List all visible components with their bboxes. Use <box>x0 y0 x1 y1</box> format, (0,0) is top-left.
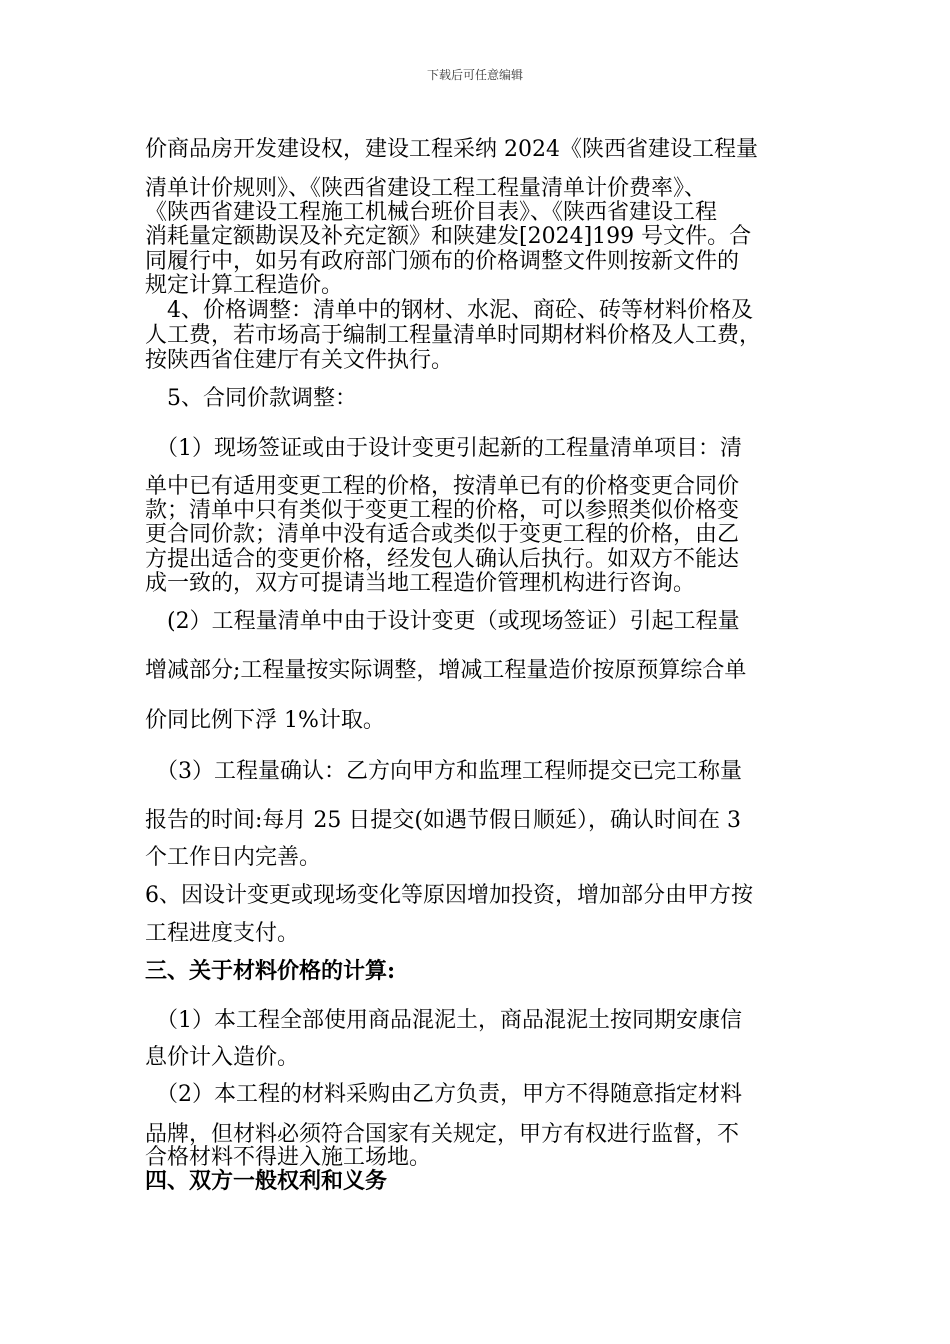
text-line: 款；清单中只有类似于变更工程的价格，可以参照类似价格变 <box>145 498 740 523</box>
text-line: 更合同价款；清单中没有适合或类似于变更工程的价格，由乙 <box>145 522 740 547</box>
text-line: （3）工程量确认：乙方向甲方和监理工程师提交已完工称量 <box>145 759 742 784</box>
text-line: 工程进度支付。 <box>145 921 300 946</box>
text-line: 清单计价规则》、《陕西省建设工程工程量清单计价费率》、 <box>145 176 707 201</box>
text-line: 报告的时间:每月 25 日提交(如遇节假日顺延），确认时间在 3 <box>145 808 741 833</box>
text-line: 价同比例下浮 1%计取。 <box>145 708 385 733</box>
text-line: 方提出适合的变更价格，经发包人确认后执行。如双方不能达 <box>145 547 740 572</box>
text-line: 同履行中，如另有政府部门颁布的价格调整文件则按新文件的 <box>145 249 740 274</box>
text-line: 合格材料不得进入施工场地。 <box>145 1145 432 1170</box>
text-line: 人工费，若市场高于编制工程量清单时同期材料价格及人工费， <box>145 323 762 348</box>
section-heading-3: 三、关于材料价格的计算: <box>145 958 396 984</box>
text-line: 增减部分;工程量按实际调整，增减工程量造价按原预算综合单 <box>145 658 747 683</box>
text-line: （1）现场签证或由于设计变更引起新的工程量清单项目：清 <box>145 436 742 461</box>
page-header: 下载后可任意编辑 <box>426 68 523 82</box>
text-line: 个工作日内完善。 <box>145 845 322 870</box>
text-line: 4、价格调整：清单中的钢材、水泥、商砼、砖等材料价格及 <box>145 298 753 323</box>
text-line: 品牌，但材料必须符合国家有关规定，甲方有权进行监督，不 <box>145 1122 740 1147</box>
text-line: 规定计算工程造价。 <box>145 273 344 298</box>
text-line: 成一致的，双方可提请当地工程造价管理机构进行咨询。 <box>145 571 696 596</box>
text-line: 单中已有适用变更工程的价格，按清单已有的价格变更合同价 <box>145 474 740 499</box>
text-line: 息价计入造价。 <box>145 1045 300 1070</box>
text-line: (2）工程量清单中由于设计变更（或现场签证）引起工程量 <box>145 609 740 634</box>
text-line: 按陕西省住建厅有关文件执行。 <box>145 348 454 373</box>
text-line: 5、合同价款调整： <box>145 386 357 411</box>
text-line: 《陕西省建设工程施工机械台班价目表》、《陕西省建设工程 <box>145 200 718 225</box>
text-line: 6、因设计变更或现场变化等原因增加投资，增加部分由甲方按 <box>145 883 753 908</box>
section-heading-4: 四、双方一般权利和义务 <box>145 1168 388 1194</box>
text-line: （1）本工程全部使用商品混泥土，商品混泥土按同期安康信 <box>145 1008 742 1033</box>
text-line: 价商品房开发建设权，建设工程采纳 2024《陕西省建设工程量 <box>145 137 758 162</box>
text-line: 消耗量定额勘误及补充定额》和陕建发[2024]199 号文件。合 <box>145 224 752 249</box>
text-line: （2）本工程的材料采购由乙方负责，甲方不得随意指定材料 <box>145 1082 742 1107</box>
